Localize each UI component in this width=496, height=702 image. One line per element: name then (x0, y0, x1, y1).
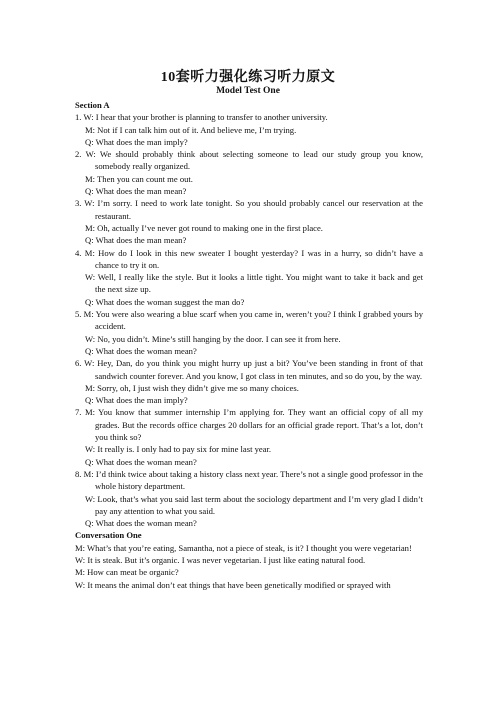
dialogue-line: W: Well, I really like the style. But it looks a little tight. You might want to take it back and get the next size up. (85, 272, 423, 295)
conversation-transcript (75, 542, 423, 591)
question-item (75, 308, 423, 357)
question-prompt: Q: What does the woman mean? (85, 456, 197, 467)
question-number: 2. (75, 149, 82, 160)
dialogue-line: W: It really is. I only had to pay six for mine last year. (85, 444, 272, 455)
question-item (75, 357, 423, 406)
question-first-line (75, 197, 423, 222)
section-heading: Section A (75, 100, 110, 110)
conversation-line: M: What’s that you’re eating, Samantha, not a piece of steak, is it? I thought you were vegetarian! (75, 542, 412, 553)
conversation-heading: Conversation One (75, 530, 142, 541)
dialogue-line: W: I’m sorry. I need to work late tonight. So you should probably cancel our reservation at the restaurant. (84, 198, 424, 221)
question-item (75, 111, 423, 148)
dialogue-line: M: You were also wearing a blue scarf when you came in, weren’t you? I think I grabbed yours by accident. (83, 309, 423, 332)
question-first-line (75, 357, 423, 382)
dialogue-line: W: We should probably think about selecting someone to lead our study group you know, somebody really organized. (85, 149, 423, 172)
question-number: 1. (75, 112, 82, 123)
question-item (75, 468, 423, 529)
question-item (75, 197, 423, 246)
question-number: 6. (75, 358, 82, 369)
question-number: 4. (75, 247, 82, 258)
question-prompt: Q: What does the woman mean? (85, 345, 197, 356)
dialogue-line: W: Look, that’s what you said last term about the sociology department and I’m very glad I didn’t pay any attention to what you said. (85, 493, 423, 516)
question-first-line (75, 406, 423, 443)
question-item (75, 247, 423, 308)
dialogue-line: W: I hear that your brother is planning to transfer to another university. (83, 112, 328, 123)
question-number: 8. (75, 468, 82, 479)
question-prompt: Q: What does the woman mean? (85, 518, 197, 529)
question-prompt: Q: What does the woman suggest the man do? (85, 296, 245, 307)
question-prompt: Q: What does the man imply? (85, 395, 188, 406)
question-first-line (75, 247, 423, 272)
dialogue-line: W: Hey, Dan, do you think you might hurry up just a bit? You’ve been standing in front of that sandwich counter forever. And you know, I got class in ten minutes, and so do you, by the way. (84, 358, 423, 381)
conversation-line: W: It is steak. But it’s organic. I was never vegetarian. I just like eating natural food. (75, 554, 366, 565)
question-first-line (75, 468, 423, 493)
page-subtitle: Model Test One (216, 86, 280, 96)
question-prompt: Q: What does the man mean? (85, 235, 187, 246)
question-first-line (75, 308, 423, 333)
question-item (75, 406, 423, 467)
dialogue-line: M: Not if I can talk him out of it. And believe me, I’m trying. (85, 124, 297, 135)
question-first-line (75, 111, 423, 123)
conversation-line: M: How can meat be organic? (75, 567, 179, 578)
question-prompt: Q: What does the man imply? (85, 136, 188, 147)
question-first-line (75, 148, 423, 173)
question-item (75, 148, 423, 197)
dialogue-line: M: Sorry, oh, I just wish they didn’t give me so many choices. (85, 382, 299, 393)
question-list (75, 111, 423, 529)
question-number: 5. (75, 309, 82, 320)
document-body (75, 99, 423, 591)
dialogue-line: M: You know that summer internship I’m applying for. They want an official copy of all my grades. But the records office charges 20 dollars for an official grade report. That’s a lot, don’t you think so? (84, 407, 423, 443)
dialogue-line: M: Oh, actually I’ve never got round to making one in the first place. (85, 222, 323, 233)
page-title: 10套听力强化练习听力原文 (160, 70, 336, 85)
conversation-line: W: It means the animal don’t eat things that have been genetically modified or sprayed with (75, 579, 391, 590)
dialogue-line: M: I’d think twice about taking a history class next year. There’s not a single good professor in the whole history department. (83, 468, 423, 492)
question-number: 7. (75, 407, 82, 418)
dialogue-line: M: How do I look in this new sweater I bought yesterday? I was in a hurry, so didn’t have a chance to try it on. (84, 247, 423, 270)
dialogue-line: M: Then you can count me out. (85, 173, 193, 184)
question-prompt: Q: What does the man mean? (85, 186, 187, 197)
question-number: 3. (75, 198, 82, 209)
dialogue-line: W: No, you didn’t. Mine’s still hanging by the door. I can see it from here. (85, 333, 341, 344)
